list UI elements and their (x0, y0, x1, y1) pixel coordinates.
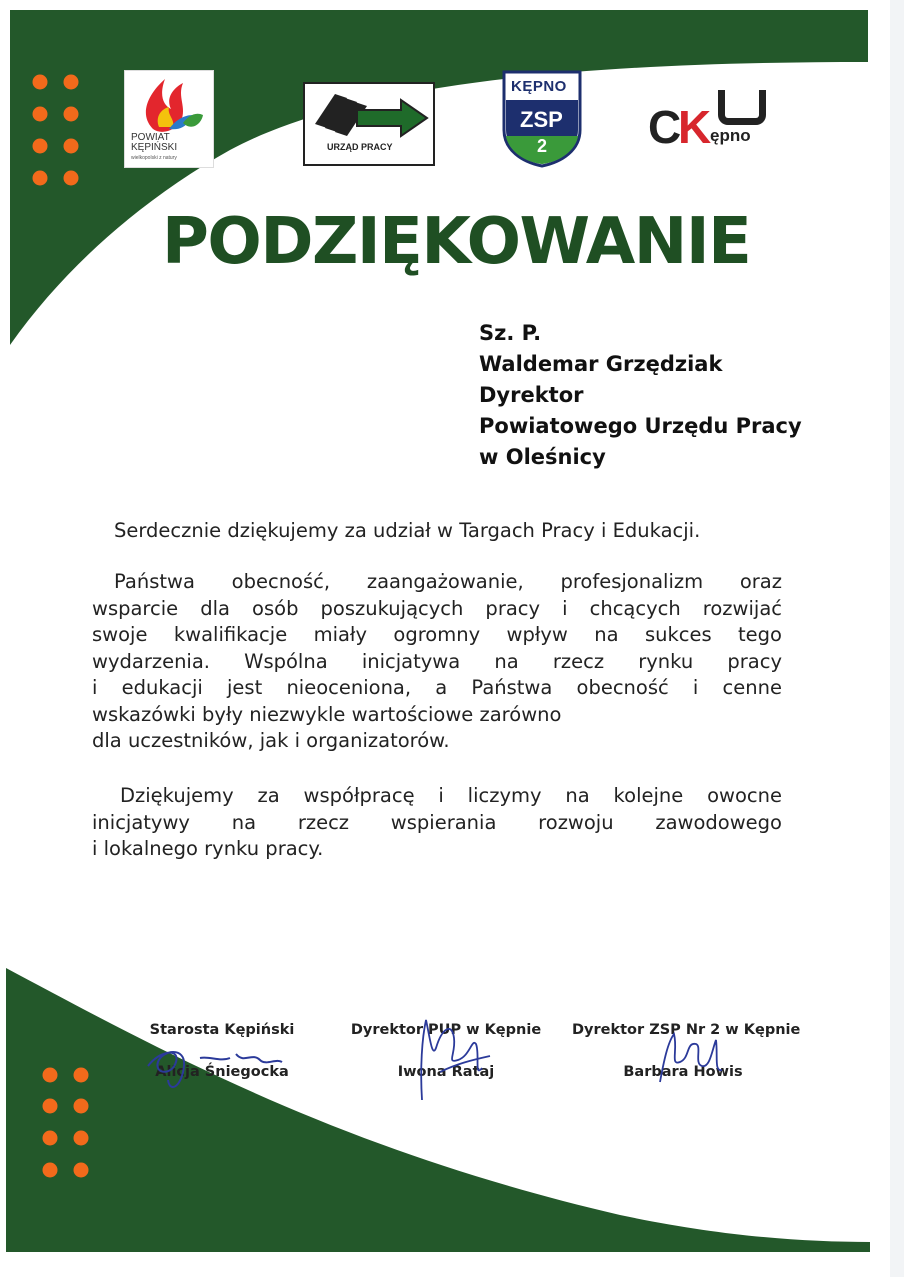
cku-logo-subtext: ępno (710, 126, 751, 145)
recipient-name: Waldemar Grzędziak (479, 352, 723, 376)
urzad-pracy-label: URZĄD PRACY (327, 142, 393, 152)
recipient-institution: Powiatowego Urzędu Pracy (479, 414, 802, 438)
zsp-kepno-crest (502, 70, 582, 168)
paragraph-line: i lokalnego rynku pracy. (92, 837, 324, 860)
cku-kepno-logo (648, 96, 768, 156)
urzad-pracy-logo (303, 82, 435, 166)
handwritten-signature-3 (640, 1020, 740, 1090)
paragraph-line: wydarzenia. Wspólna inicjatywa na rzecz rynku pracy (92, 649, 782, 673)
arrow-cards-icon (305, 84, 433, 142)
recipient-city: w Oleśnicy (479, 445, 606, 469)
paragraph-line: i edukacji jest nieoceniona, a Państwa obecność i cenne (92, 676, 782, 699)
cku-letter-c: C (648, 101, 680, 153)
signature-role: Dyrektor PUP w Kępnie (350, 1022, 542, 1038)
signature-name: Alicja Śniegocka (155, 1064, 289, 1080)
recipient-salutation: Sz. P. (479, 321, 542, 345)
signature-role: Dyrektor ZSP Nr 2 w Kępnie (572, 1022, 801, 1038)
signature-role: Starosta Kępiński (149, 1022, 295, 1038)
paragraph-line: inicjatywy na rzecz wspierania rozwoju zawodowego (92, 810, 782, 834)
handwritten-signature-1 (140, 1036, 290, 1098)
zsp-crest-city: KĘPNO (511, 78, 567, 95)
thanks-paragraph-3 (92, 783, 782, 863)
document-title: PODZIĘKOWANIE (162, 205, 751, 279)
zsp-crest-number: 2 (536, 136, 548, 156)
cku-letter-u-shape (718, 90, 766, 125)
powiat-logo-tagline: wielkopolski z natury (131, 155, 177, 161)
thanks-paragraph-2 (92, 569, 782, 755)
paragraph-line: Dziękujemy za współpracę i liczymy na kolejne owocne (120, 784, 782, 807)
recipient-block (479, 318, 802, 473)
scan-edge (890, 0, 904, 1277)
paragraph-line: wsparcie dla osób poszukujących pracy i chcących rozwijać (92, 596, 782, 620)
powiat-logo-line2: KĘPIŃSKI (131, 142, 178, 153)
cku-letter-k: K (678, 101, 712, 153)
paragraph-line: dla uczestników, jak i organizatorów. (92, 729, 450, 752)
powiat-logo-line1: POWIAT (131, 132, 170, 143)
zsp-crest-acronym: ZSP (520, 107, 563, 132)
top-green-swoosh (10, 10, 868, 345)
recipient-title: Dyrektor (479, 383, 584, 407)
flame-icon (125, 71, 213, 137)
powiat-kepinski-logo (124, 70, 214, 168)
paragraph-line: wskazówki były niezwykle wartościowe zarówno (92, 702, 562, 726)
handwritten-signature-2 (396, 1008, 506, 1104)
paragraph-line: Państwa obecność, zaangażowanie, profesjonalizm oraz (114, 570, 782, 593)
signature-name: Barbara Howis (623, 1064, 743, 1080)
paragraph-line: swoje kwalifikacje miały ogromny wpływ na sukces tego (92, 623, 782, 646)
signature-name: Iwona Rataj (397, 1064, 495, 1080)
thanks-paragraph-1: Serdecznie dziękujemy za udział w Targach Pracy i Edukacji. (114, 519, 701, 542)
